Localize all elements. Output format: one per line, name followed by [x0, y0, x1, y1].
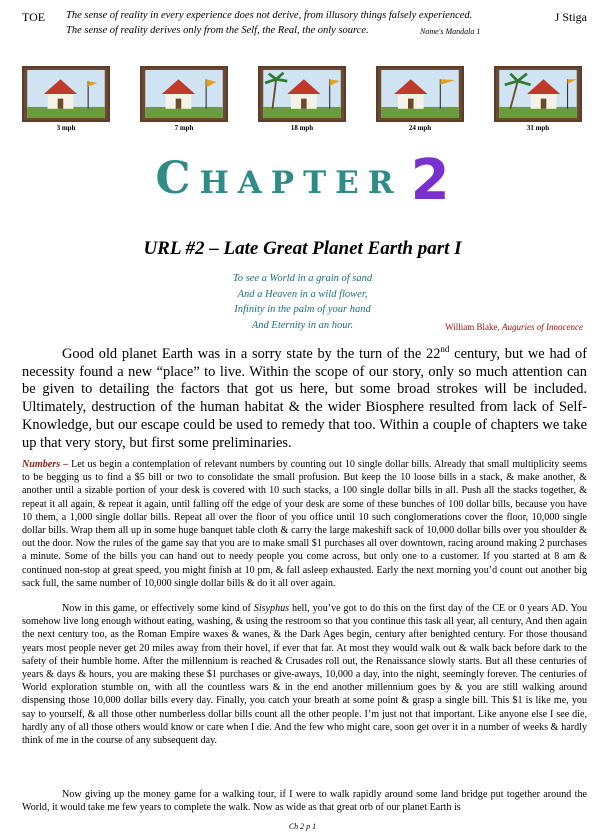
- poem-line: And Eternity in an hour.: [251, 319, 354, 331]
- intro-paragraph: [22, 341, 587, 453]
- chapter-number: 2: [410, 148, 450, 213]
- numbers-lead: Numbers –: [22, 459, 69, 470]
- chapter-heading: [0, 148, 605, 213]
- page-footer: Ch 2 p 1: [288, 822, 317, 831]
- poem-line: To see a World in a grain of sand: [232, 273, 373, 284]
- image-caption: 31 mph: [526, 124, 550, 132]
- house-flag-icon: [140, 66, 228, 122]
- house-flag-icon: [376, 66, 464, 122]
- image-caption: 24 mph: [408, 124, 432, 132]
- poem-author: William Blake,: [445, 322, 503, 332]
- image-caption: 3 mph: [56, 124, 76, 132]
- house-palm-flag-icon: [494, 66, 582, 122]
- sisyphus-text-continued: hell, you’ve got to do this on the first day of the CE or 0 years AD. You somehow live long enough without eating, washing, & using the restroom so that you continue this task all year, all century, And then again the next century too, as the Roman Empire waxes & wanes, & the Dark Ages begin, century after benighted century. For those thousand years most people never get 20 miles away from their hovel, if ever that far. At most they would walk out & walk back before dark to the safety of their humble home. After the millennium is reached & Crusades roll out, the Renaissance slowly starts. But all these centuries of years & days & hours, you are making these $1 purchases or give-aways, 10,000 a day, into the night, seemingly forever. The centuries of World exploration stumble on, with all the countless wars & in the end another millennium goes by & you are still walking around dispensing those 10,000 dollar bills every day. Finally, you catch your breath at some point & grasp a single bill. This $1 is like me, you say to yourself, & all those other numberless dollar bills count all the other people. I’m just not that important. Like anyone else I see die, hardly any of all those others would know or care when I die. And the few who might care, soon get over it in a number of weeks & hardly think of me in the course of any subsequent day.: [22, 603, 587, 747]
- sisyphus-italic: Sisyphus: [253, 603, 290, 614]
- numbers-paragraph: [22, 458, 587, 590]
- header-quote-source: Nome's Mandala 1: [420, 27, 481, 36]
- numbers-text: Let us begin a contemplation of relevant numbers by counting out 10 single dollar bills. Already that small multiplicity seems to be begging us to find a $5 bill or two to consolidate the small profusion. But keep the 10 loose bills in a stack, & make another, & another until a sizable portion of your desk is covered with 10 such stacks, a 100 single dollar bills in all. Push all the stacks together, & repeat it all again, & repeat it again, until falling off the edge of your desk are some of these bunches of 100 dollar bills, because you have 10 them, a 1,000 single dollar bills. Repeat all over the floor of you office until 10 such conglomerations cover the floor, 10,000 single dollar bills. Wrap them all up in some huge banquet table cloth & carry the large makeshift sack of 10,000 dollar bills over you shoulder & out the door. Now the rules of the game say that you are to make small $1 purchases all over downtown, racing around making 2 purchases a minute. Some of the bills you can hand out to needy people you come across, but only one to a customer. If you started at 8 am & continued non-stop at great speed, you might finish at 10 pm, & fall asleep exhausted. Early the next morning you’d count out another big sack full, the same number of 10,000 single dollar bills & do it all over again.: [22, 459, 587, 589]
- house-palm-flag-icon: [258, 66, 346, 122]
- section-title: URL #2 – Late Great Planet Earth part I: [143, 238, 462, 259]
- image-strip: [22, 66, 582, 136]
- poem-line: And a Heaven in a wild flower,: [237, 288, 368, 300]
- header-quote-line1: The sense of reality in every experience does not derive, from illusory things falsely experienced.: [66, 10, 473, 21]
- header-author: J Stiga: [554, 10, 587, 24]
- chapter-word: Chapter: [155, 153, 403, 204]
- image-caption: 7 mph: [174, 124, 194, 132]
- intro-text-continued: century, but we had of necessity found a new “place” to live. Within the scope of our story, only so much attention can be given to detailing the factors that got us here, but some broad strokes will be included. Ultimately, destruction of the human habitat & the wider Biosphere resulted from lack of Self-Knowledge, but our escape could be used to remedy that too. Within a couple of chapters we take up that very story, but first some preliminaries.: [22, 345, 587, 451]
- image-caption: 18 mph: [290, 124, 314, 132]
- sisyphus-paragraph: [22, 602, 587, 747]
- header-left-label: TOE: [22, 10, 46, 24]
- poem-line: Infinity in the palm of your hand: [234, 304, 371, 315]
- intro-text: Good old planet Earth was in a sorry state by the turn of the 22: [62, 345, 441, 362]
- intro-superscript: nd: [440, 344, 450, 354]
- header-quote-line2: The sense of reality derives only from the Self, the Real, the only source.: [66, 25, 369, 36]
- poem-attribution: [445, 322, 583, 332]
- walking-paragraph: Now giving up the money game for a walking tour, if I were to walk rapidly around some land bridge put together around the World, it would take me few years to complete the walk. Now as wide as that great orb of our planet Earth is: [22, 789, 587, 814]
- house-flag-icon: [22, 66, 110, 122]
- poem-work: Auguries of Innocence: [502, 322, 583, 332]
- sisyphus-text: Now in this game, or effectively some kind of: [62, 603, 254, 614]
